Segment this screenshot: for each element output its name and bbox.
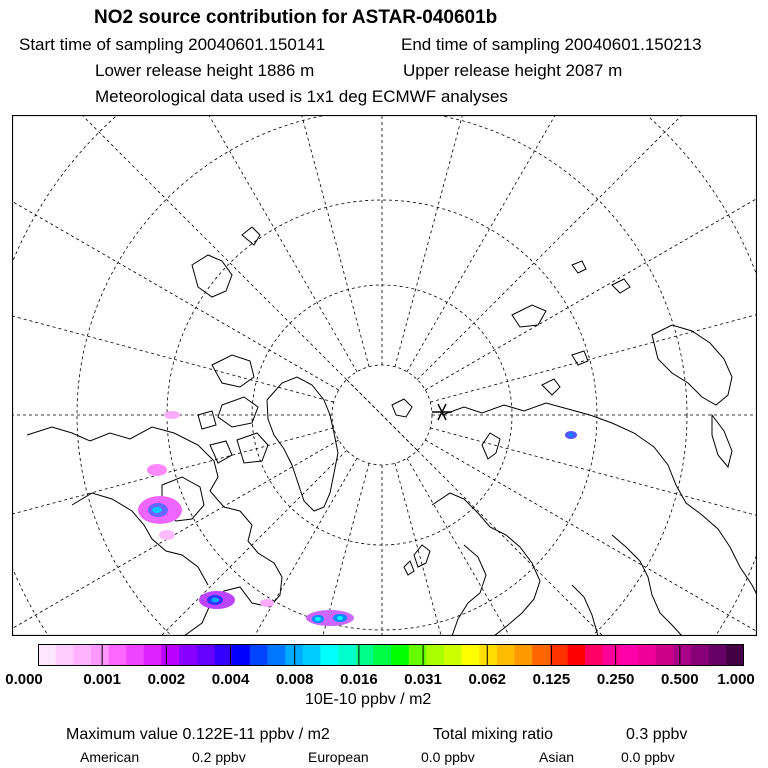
colorbar-swatch: [144, 644, 162, 666]
colorbar-tick-label: 0.062: [468, 671, 507, 688]
colorbar-swatch: [656, 644, 674, 666]
colorbar-tick-label: 0.001: [83, 671, 121, 688]
colorbar-swatch: [638, 644, 656, 666]
colorbar: [38, 644, 744, 666]
plume-west-2: [147, 464, 167, 476]
colorbar-swatch: [56, 644, 74, 666]
colorbar-swatch: [320, 644, 338, 666]
american-label: American: [80, 749, 140, 765]
colorbar-swatch: [585, 644, 603, 666]
plume-west-4: [159, 530, 175, 540]
plume-east-peak: [569, 433, 574, 437]
colorbar-swatch: [91, 644, 109, 666]
colorbar-swatch: [109, 644, 127, 666]
colorbar-swatch: [250, 644, 268, 666]
colorbar-tick-label: 1.000: [717, 671, 755, 688]
colorbar-swatch: [479, 644, 497, 666]
colorbar-tick-label: 0.000: [5, 671, 43, 688]
colorbar-tick-label: 0.031: [404, 671, 442, 688]
colorbar-swatch: [179, 644, 197, 666]
colorbar-swatch: [338, 644, 356, 666]
american-value: 0.2 ppbv: [192, 749, 246, 765]
colorbar-swatch: [620, 644, 638, 666]
colorbar-tick-label: 0.002: [147, 671, 186, 688]
colorbar-swatch: [726, 644, 744, 666]
colorbar-swatch: [515, 644, 533, 666]
colorbar-swatch: [426, 644, 444, 666]
colorbar-swatch: [267, 644, 285, 666]
colorbar-swatch: [38, 644, 56, 666]
colorbar-swatch: [691, 644, 709, 666]
colorbar-swatch: [126, 644, 144, 666]
lower-height-label: Lower release height 1886 m: [95, 61, 315, 80]
plume-south-3-peak-b: [337, 616, 343, 620]
polar-map: [12, 115, 757, 636]
colorbar-swatch: [285, 644, 303, 666]
colorbar-swatch: [709, 644, 727, 666]
colorbar-swatch: [215, 644, 233, 666]
colorbar-swatch: [532, 644, 550, 666]
met-data-label: Meteorological data used is 1x1 deg ECMWF analyses: [95, 87, 508, 106]
colorbar-swatch: [303, 644, 321, 666]
colorbar-swatch: [162, 644, 180, 666]
colorbar-tick-label: 0.500: [661, 671, 699, 688]
colorbar-swatch: [568, 644, 586, 666]
asian-label: Asian: [539, 749, 575, 765]
colorbar-swatch: [391, 644, 409, 666]
colorbar-tick-label: 0.250: [596, 671, 635, 688]
total-mixing-label: Total mixing ratio: [433, 726, 554, 743]
map-title: NO2 source contribution for ASTAR-040601b: [94, 7, 498, 28]
plume-south-3-peak-a: [315, 617, 321, 621]
colorbar-swatch: [603, 644, 621, 666]
european-label: European: [308, 749, 369, 765]
asian-value: 0.0 ppbv: [621, 749, 675, 765]
colorbar-swatch: [373, 644, 391, 666]
plume-west-1: [164, 411, 180, 419]
end-time-label: End time of sampling 20040601.150213: [401, 35, 702, 54]
plume-west-3-peak: [152, 507, 162, 513]
colorbar-swatch: [462, 644, 480, 666]
plume-south-2: [260, 599, 274, 607]
colorbar-swatch: [550, 644, 568, 666]
colorbar-tick-label: 0.016: [340, 671, 378, 688]
max-value-label: Maximum value 0.122E-11 ppbv / m2: [66, 726, 330, 743]
colorbar-swatch: [497, 644, 515, 666]
european-value: 0.0 ppbv: [421, 749, 475, 765]
colorbar-swatch: [444, 644, 462, 666]
colorbar-tick-label: 0.125: [532, 671, 571, 688]
colorbar-swatch: [673, 644, 691, 666]
colorbar-swatch: [73, 644, 91, 666]
colorbar-swatch: [197, 644, 215, 666]
colorbar-tick-label: 0.008: [275, 671, 314, 688]
colorbar-unit-label: 10E-10 ppbv / m2: [305, 691, 432, 708]
colorbar-swatch: [232, 644, 250, 666]
start-time-label: Start time of sampling 20040601.150141: [19, 35, 326, 54]
total-mixing-value: 0.3 ppbv: [626, 726, 688, 743]
colorbar-swatch: [409, 644, 427, 666]
plume-south-1-peak: [211, 598, 219, 603]
upper-height-label: Upper release height 2087 m: [403, 61, 623, 80]
colorbar-tick-label: 0.004: [211, 671, 250, 688]
